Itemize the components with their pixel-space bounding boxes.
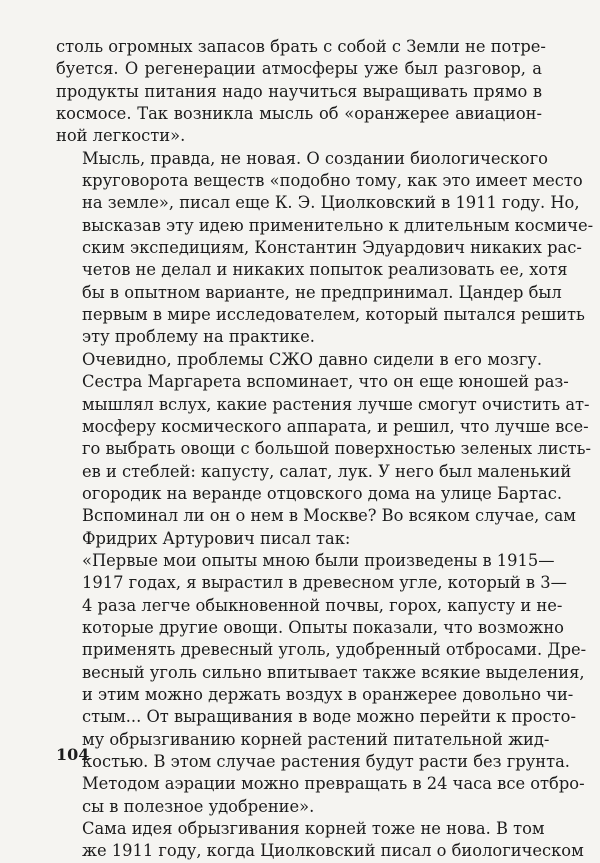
text-line: и этим можно держать воздух в оранжерее довольно чи-: [82, 684, 574, 704]
text-line: Сама идея обрызгивания корней тоже не нова. В том: [82, 819, 545, 839]
text-line: мосферу космического аппарата, и решил, что лучше все-: [82, 416, 589, 436]
text-line: 4 раза легче обыкновенной почвы, горох, капусту и не-: [82, 595, 563, 615]
text-line: весный уголь сильно впитывает также всякие выделения,: [82, 662, 585, 682]
text-line: круговорота веществ «подобно тому, как это имеет место: [82, 171, 583, 191]
text-line: четов не делал и никаких попыток реализовать ее, хотя: [82, 260, 568, 280]
text-line: стым... От выращивания в воде можно перейти к просто-: [82, 707, 576, 727]
text-line: го выбрать овощи с большой поверхностью зеленых листь-: [82, 439, 592, 459]
text-line: столь огромных запасов брать с собой с Земли не потре-: [56, 37, 546, 56]
text-line: ским экспедициям, Константин Эдуардович никаких рас-: [82, 238, 582, 258]
text-line: на земле», писал еще К. Э. Циолковский в 1911 году. Но,: [82, 193, 580, 213]
text-line: огородик на веранде отцовского дома на улице Бартас.: [82, 483, 563, 503]
text-line: костью. В этом случае растения будут расти без грунта.: [82, 752, 570, 771]
text-line: продукты питания надо научиться выращивать прямо в: [56, 81, 542, 101]
page-number: 104: [56, 745, 90, 764]
book-page-body: [56, 36, 594, 863]
text-line: мышлял вслух, какие растения лучше смогут очистить ат-: [82, 394, 590, 414]
text-line: сы в полезное удобрение».: [82, 796, 315, 816]
text-line: Методом аэрации можно превращать в 24 часа все отбро-: [82, 774, 585, 794]
text-line: буется. О регенерации атмосферы уже был разговор, а: [56, 59, 542, 79]
text-line: му обрызгиванию корней растений питательной жид-: [82, 729, 550, 749]
text-line: «Первые мои опыты мною были произведены в 1915—: [82, 550, 555, 570]
text-line: Вспоминал ли он о нем в Москве? Во всяком случае, сам: [82, 506, 576, 526]
text-line: ной легкости».: [56, 126, 186, 146]
text-line: первым в мире исследователем, который пытался решить: [82, 305, 585, 325]
paragraph: [56, 349, 592, 550]
text-line: Сестра Маргарета вспоминает, что он еще юношей раз-: [82, 372, 569, 392]
paragraph: [56, 148, 594, 349]
text-line: космосе. Так возникла мысль об «оранжерее авиацион-: [56, 104, 542, 124]
text-line: Очевидно, проблемы СЖО давно сидели в его мозгу.: [82, 349, 542, 369]
text-line: эту проблему на практике.: [82, 327, 315, 347]
text-line: Мысль, правда, не новая. О создании биологического: [82, 148, 548, 168]
paragraph: [56, 550, 587, 818]
paragraph: [56, 818, 584, 863]
text-line: высказав эту идею применительно к длительным космиче-: [82, 215, 594, 235]
text-line: Фридрих Артурович писал так:: [82, 528, 351, 548]
text-line: которые другие овощи. Опыты показали, что возможно: [82, 617, 564, 637]
text-line: ев и стеблей: капусту, салат, лук. У него был маленький: [82, 461, 572, 481]
paragraph: [56, 36, 546, 148]
text-line: применять древесный уголь, удобренный отбросами. Дре-: [82, 640, 587, 660]
text-line: бы в опытном варианте, не предпринимал. Цандер был: [82, 282, 562, 302]
text-line: же 1911 году, когда Циолковский писал о биологическом: [82, 841, 584, 861]
text-line: 1917 годах, я вырастил в древесном угле, который в 3—: [82, 573, 567, 593]
